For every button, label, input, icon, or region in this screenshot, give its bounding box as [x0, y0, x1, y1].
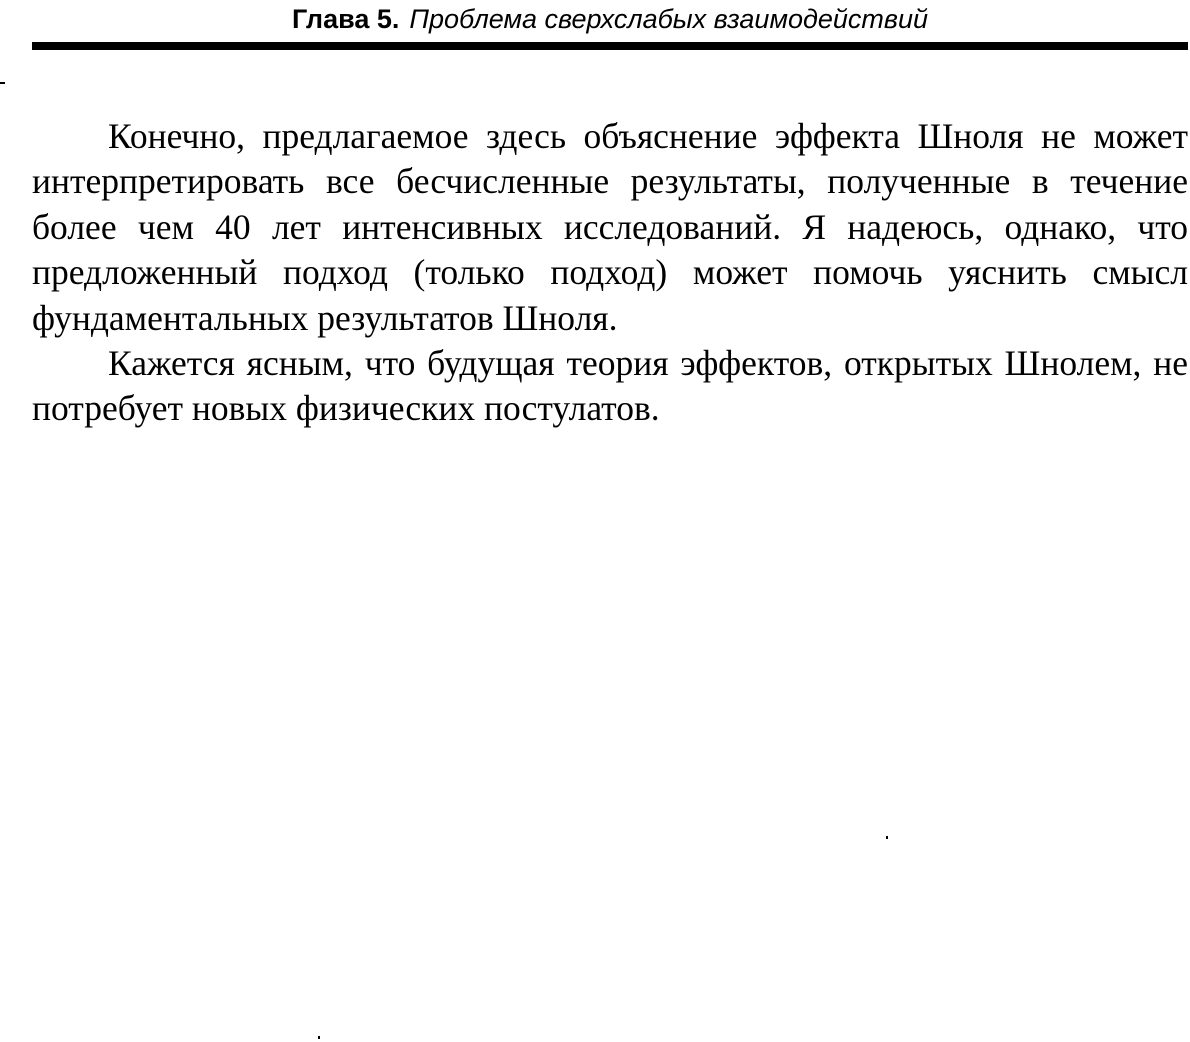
running-head [32, 1, 1188, 41]
scan-dot [318, 1036, 320, 1039]
scan-mark [0, 82, 5, 84]
chapter-title: Проблема сверхслабых взаимодействий [409, 4, 929, 34]
paragraph-1: Конечно, предлагаемое здесь объяснение эффекта Шноля не может интерпретировать все бесчисленные результаты, полученные в течение более чем 40 лет интенсивных исследований. Я надеюсь, однако, что предложенный подход (только подход) может помочь уяснить смысл фундаментальных результатов Шноля. [32, 116, 1188, 338]
body-text [32, 114, 1188, 432]
chapter-label: Глава 5. [291, 4, 400, 34]
paragraph-2: Кажется ясным, что будущая теория эффектов, открытых Шнолем, не потребует новых физических постулатов. [32, 343, 1188, 429]
header-rule [32, 42, 1188, 50]
scan-dot [886, 836, 888, 839]
